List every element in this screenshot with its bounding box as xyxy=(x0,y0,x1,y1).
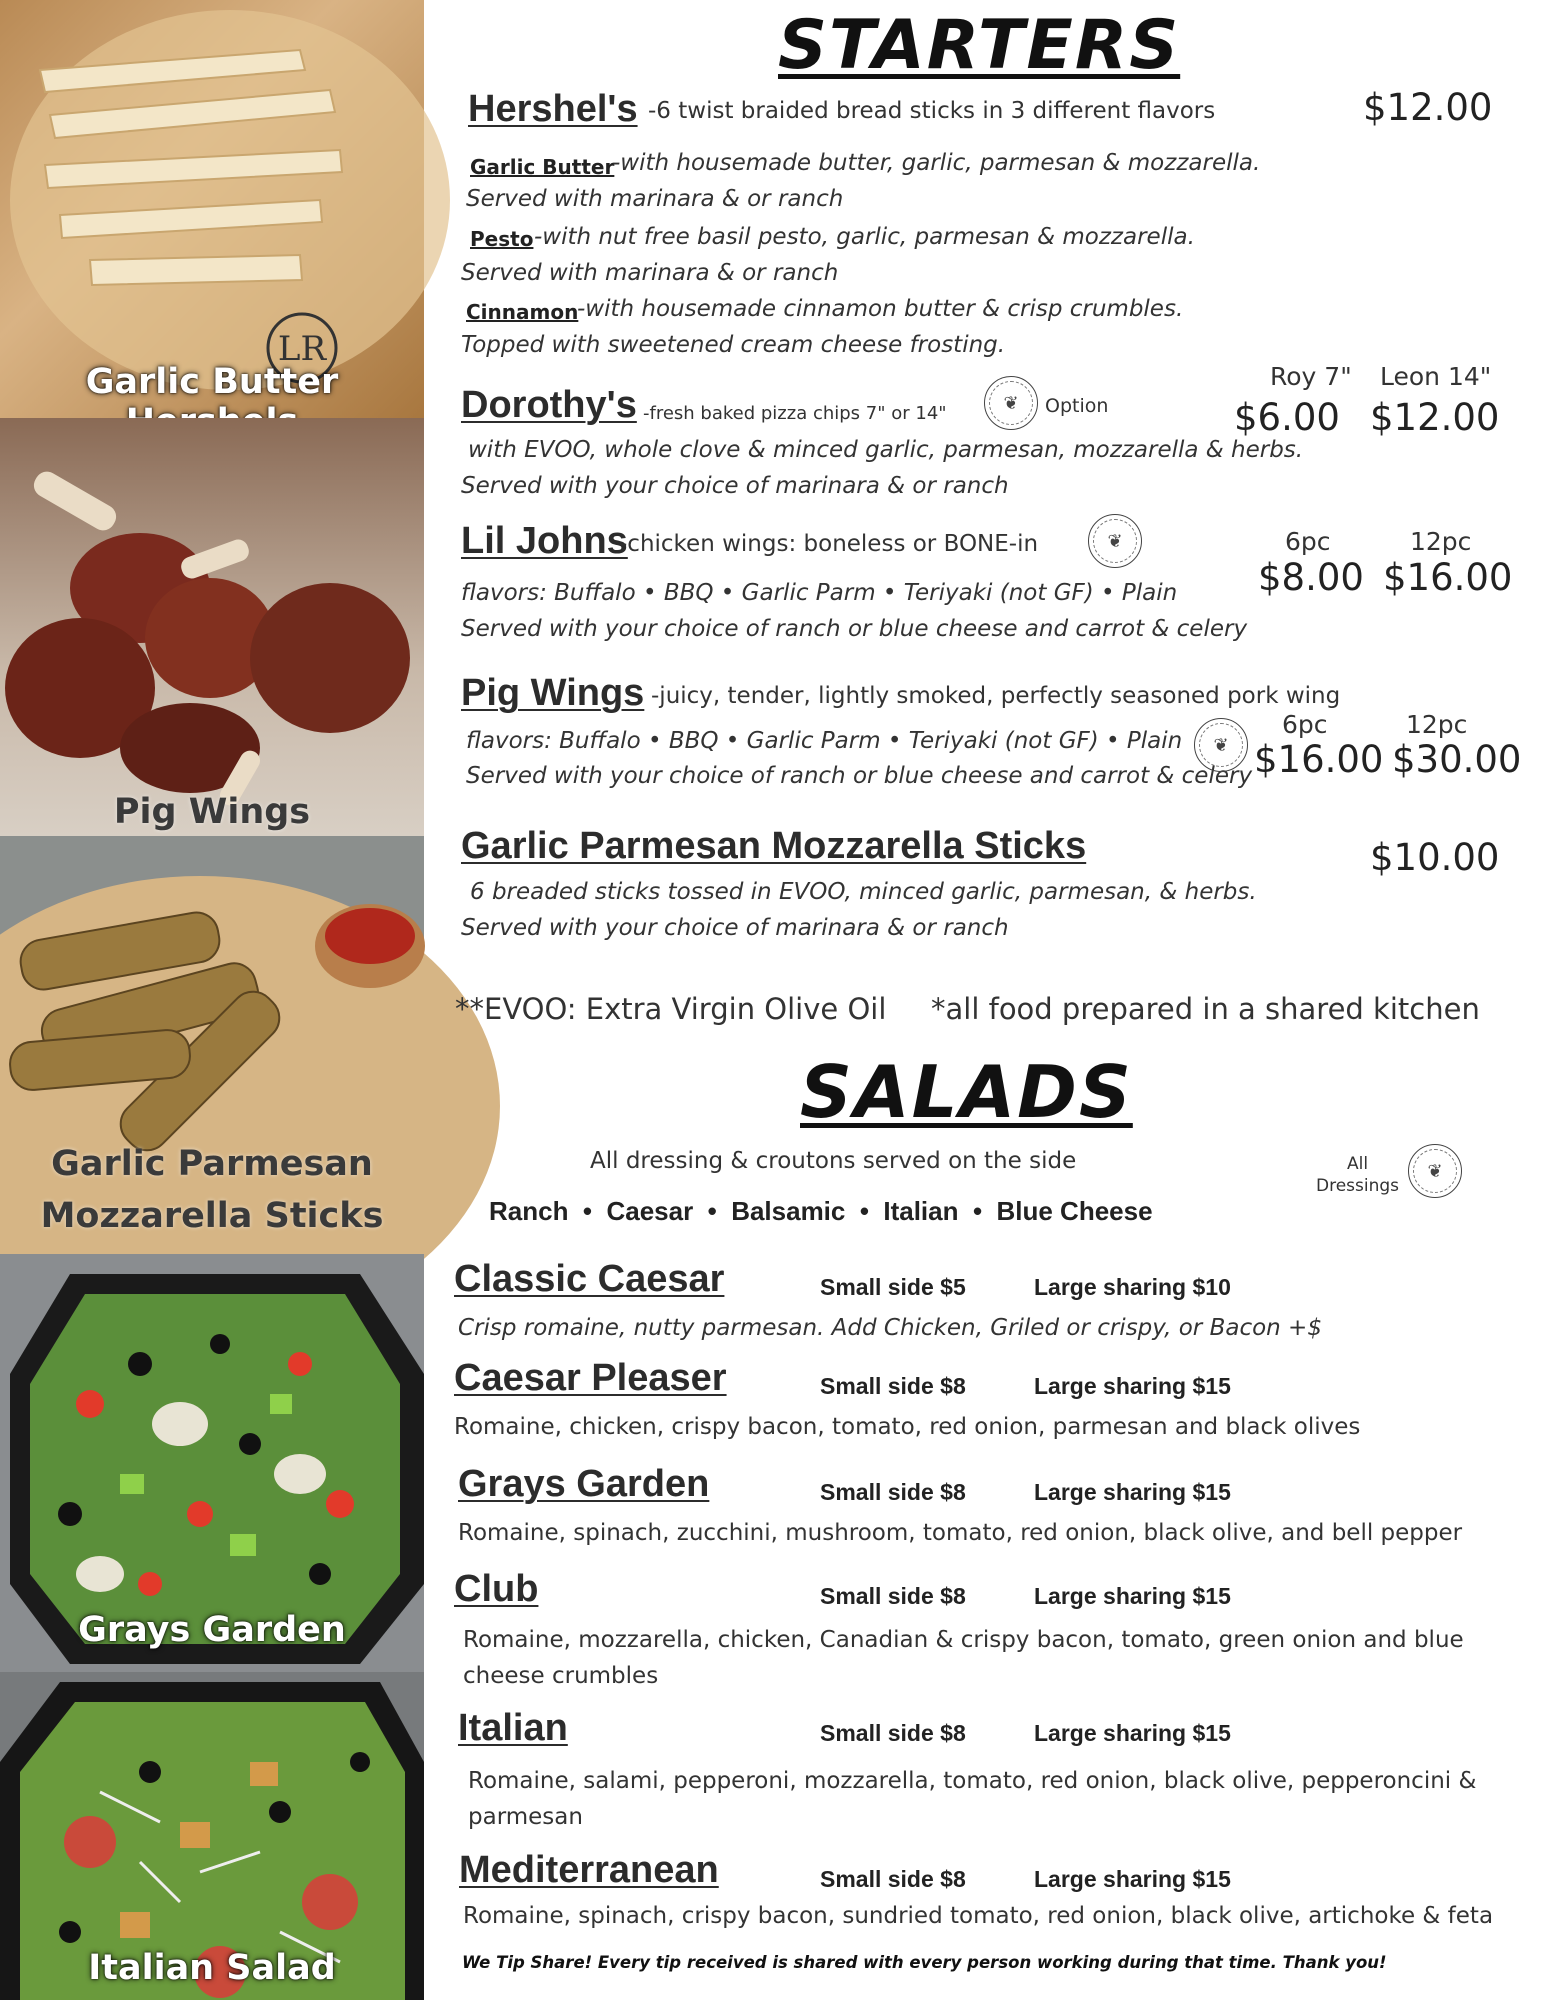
dressing-note: All dressing & croutons served on the side xyxy=(590,1148,1077,1174)
salad-large-price: Large sharing $15 xyxy=(1034,1583,1231,1609)
dressings-list: Ranch • Caesar • Balsamic • Italian • Blue Cheese xyxy=(489,1196,1153,1226)
caption-hershels: Garlic Butter xyxy=(85,362,339,402)
salad-small-price: Small side $8 xyxy=(820,1373,966,1399)
salad-desc: Romaine, mozzarella, chicken, Canadian & crispy bacon, tomato, green onion and blue xyxy=(463,1627,1464,1653)
lil-johns-price-large: $16.00 xyxy=(1383,556,1513,599)
mozz-line2: Served with your choice of marinara & or ranch xyxy=(461,915,1009,941)
tip-share-footer: We Tip Share! Every tip received is shared with every person working during that time. Thank you! xyxy=(462,1953,1387,1972)
garlic-butter-desc: -with housemade butter, garlic, parmesan & mozzarella. xyxy=(612,150,1261,176)
caption-grays-garden: Grays Garden xyxy=(78,1610,346,1650)
starters-heading: STARTERS xyxy=(778,6,1181,85)
lil-johns-size-small: 6pc xyxy=(1285,527,1331,556)
caption-pig-wings: Pig Wings xyxy=(113,792,311,832)
mozz-line1: 6 breaded sticks tossed in EVOO, minced garlic, parmesan, & herbs. xyxy=(470,879,1257,905)
dorothys-line2: Served with your choice of marinara & or ranch xyxy=(461,473,1009,499)
garlic-butter-served: Served with marinara & or ranch xyxy=(466,186,844,212)
dorothys-desc: -fresh baked pizza chips 7" or 14" xyxy=(643,403,947,424)
gluten-free-icon: ❦ xyxy=(1194,718,1248,772)
pesto-label: Pesto xyxy=(470,227,534,251)
salad-name: Grays Garden xyxy=(458,1463,710,1505)
pig-wings-size-small: 6pc xyxy=(1282,710,1328,739)
lil-johns-price-small: $8.00 xyxy=(1258,556,1364,599)
dorothys-price-small: $6.00 xyxy=(1234,396,1340,439)
pesto-desc: -with nut free basil pesto, garlic, parmesan & mozzarella. xyxy=(534,224,1195,250)
photo-pig-wings xyxy=(0,418,424,836)
salad-desc-cont: cheese crumbles xyxy=(463,1663,659,1689)
garlic-butter-label: Garlic Butter xyxy=(470,155,615,179)
salads-heading: SALADS xyxy=(800,1050,1133,1134)
salad-desc: Romaine, spinach, zucchini, mushroom, tomato, red onion, black olive, and bell pepper xyxy=(458,1520,1463,1546)
lil-johns-name: Lil Johns xyxy=(461,520,628,562)
pig-wings-size-large: 12pc xyxy=(1406,710,1468,739)
dorothys-price-large: $12.00 xyxy=(1370,396,1500,439)
salad-desc: Romaine, salami, pepperoni, mozzarella, tomato, red onion, black olive, pepperoncini & xyxy=(468,1768,1477,1794)
caption-mozz-line1: Garlic Parmesan xyxy=(51,1144,373,1184)
hershels-price: $12.00 xyxy=(1363,86,1493,129)
all-dressings-line2: Dressings xyxy=(1316,1176,1400,1196)
salad-name: Italian xyxy=(458,1707,568,1749)
photo-grays-garden xyxy=(0,1254,424,1672)
gluten-free-icon: ❦ xyxy=(984,376,1038,430)
salad-large-price: Large sharing $15 xyxy=(1034,1866,1231,1892)
hershels-name: Hershel's xyxy=(468,88,638,130)
gluten-free-icon: ❦ xyxy=(1408,1144,1462,1198)
salad-large-price: Large sharing $15 xyxy=(1034,1479,1231,1505)
svg-text:LR: LR xyxy=(277,329,327,369)
cinnamon-label: Cinnamon xyxy=(466,300,579,324)
evoo-note: **EVOO: Extra Virgin Olive Oil xyxy=(455,992,887,1026)
salad-desc: Romaine, spinach, crispy bacon, sundried tomato, red onion, black olive, artichoke & feta xyxy=(463,1903,1494,1929)
caption-mozz-line2: Mozzarella Sticks xyxy=(40,1196,384,1236)
photo-italian-salad xyxy=(0,1672,424,2000)
salad-large-price: Large sharing $15 xyxy=(1034,1373,1231,1399)
pig-wings-desc: -juicy, tender, lightly smoked, perfectly seasoned pork wing xyxy=(651,683,1341,709)
pesto-served: Served with marinara & or ranch xyxy=(461,260,839,286)
mozzarella-sticks-illustration xyxy=(0,836,424,1254)
cinnamon-topped: Topped with sweetened cream cheese frosting. xyxy=(461,332,1006,358)
pig-wings-line1: flavors: Buffalo • BBQ • Garlic Parm • Teriyaki (not GF) • Plain xyxy=(466,728,1183,754)
photo-column xyxy=(0,0,424,2000)
salad-small-price: Small side $8 xyxy=(820,1479,966,1505)
salad-name: Mediterranean xyxy=(459,1849,719,1891)
dorothys-name: Dorothy's xyxy=(461,384,637,426)
salad-desc-cont: parmesan xyxy=(468,1804,583,1830)
lil-johns-line1: flavors: Buffalo • BBQ • Garlic Parm • Teriyaki (not GF) • Plain xyxy=(461,580,1178,606)
salad-large-price: Large sharing $10 xyxy=(1034,1274,1231,1300)
cinnamon-desc: -with housemade cinnamon butter & crisp crumbles. xyxy=(577,296,1184,322)
salad-name: Classic Caesar xyxy=(454,1258,725,1300)
salad-large-price: Large sharing $15 xyxy=(1034,1720,1231,1746)
gluten-free-icon: ❦ xyxy=(1088,514,1142,568)
salad-small-price: Small side $8 xyxy=(820,1583,966,1609)
salad-small-price: Small side $8 xyxy=(820,1866,966,1892)
breadsticks-illustration xyxy=(0,0,424,418)
mozz-price: $10.00 xyxy=(1370,836,1500,879)
photo-mozzarella-sticks xyxy=(0,836,424,1254)
dorothys-size-large: Leon 14" xyxy=(1380,362,1492,391)
salad-small-price: Small side $5 xyxy=(820,1274,966,1300)
pig-wings-price-small: $16.00 xyxy=(1254,738,1384,781)
kitchen-note: *all food prepared in a shared kitchen xyxy=(931,992,1480,1026)
dorothys-line1: with EVOO, whole clove & minced garlic, parmesan, mozzarella & herbs. xyxy=(468,437,1304,463)
pig-wings-name: Pig Wings xyxy=(461,672,645,714)
dorothys-option: Option xyxy=(1045,395,1109,417)
hershels-desc: -6 twist braided bread sticks in 3 different flavors xyxy=(648,98,1216,124)
salad-name: Club xyxy=(454,1568,539,1610)
salad-desc: Romaine, chicken, crispy bacon, tomato, red onion, parmesan and black olives xyxy=(454,1414,1361,1440)
dorothys-size-small: Roy 7" xyxy=(1270,362,1352,391)
salad-desc: Crisp romaine, nutty parmesan. Add Chicken, Griled or crispy, or Bacon +$ xyxy=(458,1315,1322,1341)
salad-small-price: Small side $8 xyxy=(820,1720,966,1746)
pig-wings-illustration xyxy=(0,418,424,836)
mozz-name: Garlic Parmesan Mozzarella Sticks xyxy=(461,825,1087,867)
lil-johns-size-large: 12pc xyxy=(1410,527,1472,556)
lil-johns-desc: -chicken wings: boneless or BONE-in xyxy=(619,531,1039,557)
salad-name: Caesar Pleaser xyxy=(454,1357,727,1399)
caption-italian-salad: Italian Salad xyxy=(88,1948,336,1988)
pig-wings-line2: Served with your choice of ranch or blue cheese and carrot & celery xyxy=(466,763,1253,789)
all-dressings-line1: All xyxy=(1347,1154,1369,1174)
photo-garlic-butter-hershels xyxy=(0,0,424,418)
pig-wings-price-large: $30.00 xyxy=(1392,738,1522,781)
lil-johns-line2: Served with your choice of ranch or blue cheese and carrot & celery xyxy=(461,616,1248,642)
